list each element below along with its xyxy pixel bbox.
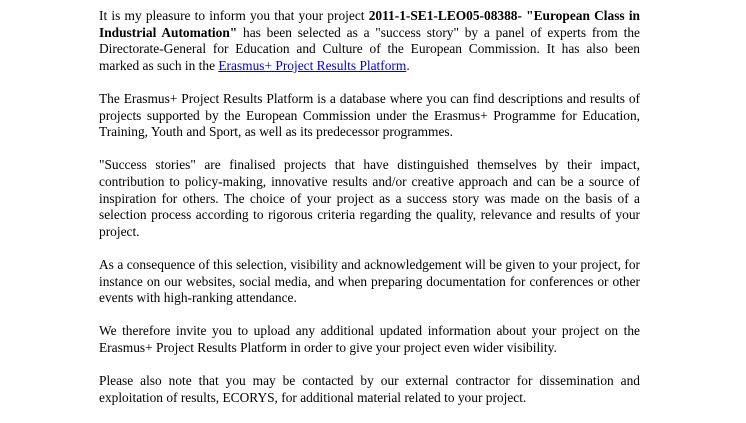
paragraph-visibility: As a consequence of this selection, visibility and acknowledgement will be given to your project, for instance on our websites, social media, and when preparing documentation for conferences or other events with high-ranking attendance. — [99, 256, 640, 306]
project-results-platform-link[interactable]: Erasmus+ Project Results Platform — [218, 57, 407, 73]
paragraph-success-stories: "Success stories" are finalised projects that have distinguished themselves by their impact, contribution to policy-making, innovative results and/or creative approach and can be a source of inspiration for others. The choice of your project as a success story was made on the basis of a selection process according to rigorous criteria regarding the quality, relevance and results of your project. — [99, 157, 640, 239]
project-title: 2011-1-SE1-LEO05-08388- "European Class in Industrial Automation" — [99, 8, 641, 40]
intro-text: It is my pleasure to inform you that your project — [99, 8, 369, 23]
letter-body — [99, 8, 640, 423]
sentence-end: . — [406, 57, 410, 73]
paragraph-upload-invitation: We therefore invite you to upload any additional updated information about your project on the Erasmus+ Project Results Platform in order to give your project even wider visibility. — [99, 323, 640, 355]
selection-text: has been selected as a "success story" by a panel of experts from the Directorate-General for Education and Culture of the European Commission. It has also been marked as such in the — [99, 24, 640, 73]
paragraph-selection-notice — [99, 8, 640, 74]
paragraph-platform-description: The Erasmus+ Project Results Platform is a database where you can find descriptions and results of projects supported by the European Commission under the Erasmus+ Programme for Education, Training, Youth and Sport, as well as its predecessor programmes. — [99, 90, 640, 140]
paragraph-contractor-contact: Please also note that you may be contacted by our external contractor for dissemination and exploitation of results, ECORYS, for additional material related to your project. — [99, 373, 640, 405]
